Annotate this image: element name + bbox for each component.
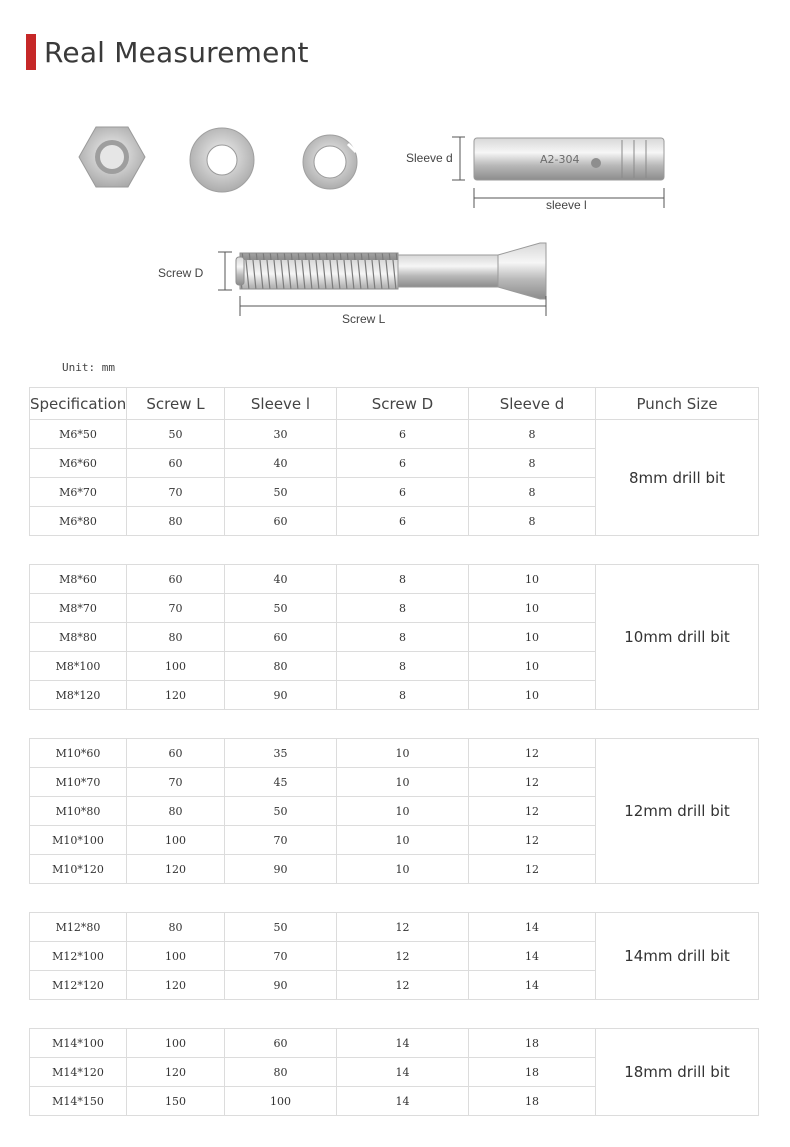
separator-cell <box>30 884 759 913</box>
sleeve-d-cell: 10 <box>469 623 596 652</box>
table-row <box>30 565 759 594</box>
sleeve-l-cell: 70 <box>225 826 337 855</box>
sleeve-l-cell: 30 <box>225 420 337 449</box>
spec-cell: M14*120 <box>30 1058 127 1087</box>
sleeve-l-cell: 80 <box>225 1058 337 1087</box>
sleeve-l-cell: 90 <box>225 681 337 710</box>
screw-l-cell: 100 <box>127 942 225 971</box>
group-separator <box>30 1000 759 1029</box>
flat-washer-icon <box>190 128 254 192</box>
sleeve-d-cell: 18 <box>469 1087 596 1116</box>
title-accent-bar <box>26 34 36 70</box>
screw-l-cell: 70 <box>127 478 225 507</box>
table-row <box>30 913 759 942</box>
spec-cell: M10*100 <box>30 826 127 855</box>
screw-d-cell: 10 <box>337 768 469 797</box>
screw-l-cell: 120 <box>127 1058 225 1087</box>
screw-d-cell: 10 <box>337 739 469 768</box>
sleeve-l-cell: 50 <box>225 478 337 507</box>
header-sleeve-d: Sleeve d <box>469 388 596 420</box>
sleeve-l-cell: 50 <box>225 913 337 942</box>
product-diagram <box>0 100 790 340</box>
table-row <box>30 420 759 449</box>
separator-cell <box>30 536 759 565</box>
screw-l-cell: 60 <box>127 565 225 594</box>
table-header-row <box>30 388 759 420</box>
screw-l-cell: 50 <box>127 420 225 449</box>
sleeve-l-cell: 90 <box>225 971 337 1000</box>
screw-d-cell: 6 <box>337 507 469 536</box>
spec-cell: M8*120 <box>30 681 127 710</box>
screw-d-cell: 14 <box>337 1058 469 1087</box>
screw-d-cell: 6 <box>337 449 469 478</box>
sleeve-d-cell: 12 <box>469 826 596 855</box>
screw-d-cell: 10 <box>337 797 469 826</box>
group-separator <box>30 536 759 565</box>
punch-size-cell: 18mm drill bit <box>596 1029 759 1116</box>
sleeve-l-cell: 50 <box>225 594 337 623</box>
screw-d-cell: 14 <box>337 1029 469 1058</box>
page-title: Real Measurement <box>44 35 309 69</box>
sleeve-d-cell: 10 <box>469 652 596 681</box>
spec-cell: M14*100 <box>30 1029 127 1058</box>
punch-size-cell: 12mm drill bit <box>596 739 759 884</box>
screw-d-cell: 8 <box>337 565 469 594</box>
punch-size-cell: 10mm drill bit <box>596 565 759 710</box>
table-row <box>30 1029 759 1058</box>
screw-l-cell: 60 <box>127 449 225 478</box>
sleeve-d-cell: 10 <box>469 681 596 710</box>
sleeve-l-cell: 60 <box>225 623 337 652</box>
sleeve-d-cell: 12 <box>469 855 596 884</box>
sleeve-d-cell: 10 <box>469 565 596 594</box>
screw-d-cell: 8 <box>337 652 469 681</box>
header-screw-d: Screw D <box>337 388 469 420</box>
unit-label: Unit: mm <box>62 361 115 374</box>
spec-cell: M8*70 <box>30 594 127 623</box>
sleeve-d-cell: 18 <box>469 1058 596 1087</box>
spec-cell: M6*60 <box>30 449 127 478</box>
screw-l-cell: 80 <box>127 913 225 942</box>
header-punch-size: Punch Size <box>596 388 759 420</box>
sleeve-d-cell: 12 <box>469 768 596 797</box>
sleeve-l-cell: 80 <box>225 652 337 681</box>
screw-l-cell: 80 <box>127 507 225 536</box>
header-screw-l: Screw L <box>127 388 225 420</box>
table-row <box>30 739 759 768</box>
screw-d-cell: 8 <box>337 681 469 710</box>
screw-d-cell: 14 <box>337 1087 469 1116</box>
screw-l-cell: 80 <box>127 797 225 826</box>
sleeve-d-cell: 8 <box>469 420 596 449</box>
sleeve-icon <box>474 138 664 180</box>
spec-cell: M10*60 <box>30 739 127 768</box>
header-sleeve-l: Sleeve l <box>225 388 337 420</box>
screw-d-cell: 8 <box>337 623 469 652</box>
sleeve-l-cell: 100 <box>225 1087 337 1116</box>
sleeve-d-cell: 8 <box>469 449 596 478</box>
sleeve-d-cell: 14 <box>469 913 596 942</box>
group-separator <box>30 884 759 913</box>
spec-table-body <box>30 420 759 1116</box>
screw-l-cell: 120 <box>127 971 225 1000</box>
sleeve-l-cell: 45 <box>225 768 337 797</box>
sleeve-d-cell: 10 <box>469 594 596 623</box>
sleeve-d-cell: 12 <box>469 739 596 768</box>
screw-l-cell: 100 <box>127 826 225 855</box>
header-specification: Specification <box>30 388 127 420</box>
spec-cell: M6*80 <box>30 507 127 536</box>
separator-cell <box>30 710 759 739</box>
parts-illustration <box>0 100 790 340</box>
sleeve-d-cell: 8 <box>469 507 596 536</box>
screw-d-label: Screw D <box>158 266 204 280</box>
screw-d-cell: 8 <box>337 594 469 623</box>
sleeve-l-cell: 40 <box>225 449 337 478</box>
screw-l-cell: 100 <box>127 652 225 681</box>
sleeve-d-cell: 14 <box>469 971 596 1000</box>
sleeve-l-cell: 35 <box>225 739 337 768</box>
screw-l-cell: 80 <box>127 623 225 652</box>
spec-cell: M10*80 <box>30 797 127 826</box>
sleeve-l-label: sleeve l <box>546 198 587 212</box>
screw-l-cell: 70 <box>127 594 225 623</box>
sleeve-d-cell: 14 <box>469 942 596 971</box>
screw-l-cell: 70 <box>127 768 225 797</box>
spec-cell: M10*120 <box>30 855 127 884</box>
hex-nut-icon <box>79 127 145 187</box>
screw-l-cell: 60 <box>127 739 225 768</box>
sleeve-l-cell: 60 <box>225 1029 337 1058</box>
sleeve-l-cell: 40 <box>225 565 337 594</box>
screw-d-cell: 12 <box>337 971 469 1000</box>
screw-l-cell: 120 <box>127 681 225 710</box>
screw-l-label: Screw L <box>342 312 386 326</box>
sleeve-d-cell: 8 <box>469 478 596 507</box>
sleeve-marking: A2-304 <box>540 153 580 166</box>
screw-icon <box>236 243 546 299</box>
screw-l-cell: 150 <box>127 1087 225 1116</box>
spec-cell: M10*70 <box>30 768 127 797</box>
screw-d-cell: 10 <box>337 855 469 884</box>
screw-d-cell: 6 <box>337 478 469 507</box>
screw-l-cell: 120 <box>127 855 225 884</box>
separator-cell <box>30 1000 759 1029</box>
spec-cell: M6*70 <box>30 478 127 507</box>
spec-cell: M12*120 <box>30 971 127 1000</box>
spec-cell: M8*60 <box>30 565 127 594</box>
spec-table <box>29 387 759 1116</box>
spec-cell: M8*80 <box>30 623 127 652</box>
spring-washer-icon <box>303 135 357 189</box>
sleeve-d-cell: 12 <box>469 797 596 826</box>
sleeve-d-label: Sleeve d <box>406 151 453 165</box>
spec-cell: M6*50 <box>30 420 127 449</box>
sleeve-l-cell: 70 <box>225 942 337 971</box>
screw-d-cell: 12 <box>337 913 469 942</box>
sleeve-l-cell: 90 <box>225 855 337 884</box>
group-separator <box>30 710 759 739</box>
spec-cell: M12*80 <box>30 913 127 942</box>
punch-size-cell: 8mm drill bit <box>596 420 759 536</box>
sleeve-l-cell: 50 <box>225 797 337 826</box>
screw-d-cell: 6 <box>337 420 469 449</box>
spec-cell: M8*100 <box>30 652 127 681</box>
screw-l-cell: 100 <box>127 1029 225 1058</box>
spec-cell: M14*150 <box>30 1087 127 1116</box>
spec-cell: M12*100 <box>30 942 127 971</box>
sleeve-d-cell: 18 <box>469 1029 596 1058</box>
screw-d-cell: 10 <box>337 826 469 855</box>
sleeve-l-cell: 60 <box>225 507 337 536</box>
page-header <box>26 34 309 70</box>
punch-size-cell: 14mm drill bit <box>596 913 759 1000</box>
screw-d-cell: 12 <box>337 942 469 971</box>
